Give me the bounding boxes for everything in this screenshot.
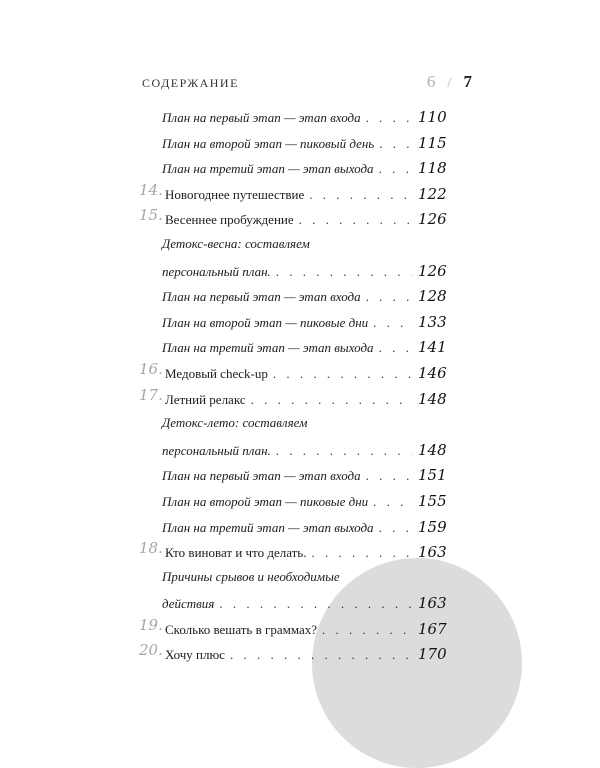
entry-title: План на второй этап — пиковые дни xyxy=(162,493,369,509)
page-number: 118 xyxy=(418,159,447,178)
entry-title: План на первый этап — этап входа xyxy=(162,110,361,125)
toc-subentry[interactable] xyxy=(0,513,600,539)
current-page-number: 6 xyxy=(426,72,436,91)
toc-line xyxy=(165,543,447,562)
page-number: 151 xyxy=(418,466,447,485)
toc-line xyxy=(162,108,447,126)
chapter-number: 17. xyxy=(139,385,163,404)
entry-title: Новогоднее путешествие xyxy=(165,186,305,202)
page-counter xyxy=(427,72,472,92)
dot-leader xyxy=(366,110,412,126)
page-number: 148 xyxy=(418,389,447,408)
chapter-number: 14. xyxy=(139,180,163,199)
page-number: 110 xyxy=(418,108,447,126)
entry-title: План на первый этап — этап входа xyxy=(162,289,361,305)
page-number: 133 xyxy=(418,312,447,331)
toc-chapter-entry[interactable] xyxy=(0,180,600,206)
dot-leader xyxy=(276,264,412,280)
entry-title: Медовый check-up xyxy=(165,365,268,381)
toc-subentry[interactable] xyxy=(0,410,600,436)
entry-title: Хочу плюс xyxy=(165,647,225,663)
dot-leader xyxy=(379,340,412,356)
dot-leader xyxy=(366,468,412,484)
entry-title: Сколько вешать в граммах? xyxy=(165,621,318,637)
dot-leader xyxy=(230,647,412,663)
chapter-number: 19. xyxy=(139,615,163,634)
dot-leader xyxy=(379,161,412,177)
dot-leader xyxy=(309,187,412,203)
chapter-number: 15. xyxy=(139,206,163,225)
page-number: 126 xyxy=(418,210,447,229)
page-number: 159 xyxy=(418,517,447,536)
toc-chapter-entry[interactable] xyxy=(0,538,600,564)
chapter-number: 20. xyxy=(139,641,163,660)
dot-leader xyxy=(251,392,412,408)
entry-title: План на третий этап — этап выхода xyxy=(162,340,374,356)
page-header xyxy=(142,72,472,96)
entry-title: План на третий этап — этап выхода xyxy=(162,161,374,177)
toc-line xyxy=(162,491,447,510)
toc-subentry[interactable] xyxy=(0,487,600,513)
entry-title: Кто виноват и что делать. xyxy=(165,545,307,561)
dot-leader xyxy=(276,443,412,459)
toc-line xyxy=(165,210,447,229)
toc-line xyxy=(165,389,447,408)
dot-leader xyxy=(312,545,413,561)
dot-leader xyxy=(299,212,412,228)
toc-chapter-entry[interactable] xyxy=(0,359,600,385)
toc-line xyxy=(162,569,444,585)
entry-title: План на второй этап — пиковые дни xyxy=(162,314,369,330)
toc-subentry[interactable] xyxy=(0,103,600,129)
toc-line xyxy=(162,287,447,306)
total-page-number: 7 xyxy=(463,72,472,91)
toc-line xyxy=(162,236,444,252)
page-number: 141 xyxy=(418,338,447,357)
page-number: 146 xyxy=(418,363,447,382)
dot-leader xyxy=(373,494,412,510)
entry-title: действия xyxy=(162,596,215,612)
toc-line xyxy=(162,159,447,178)
toc-line xyxy=(162,133,447,152)
page-number: 126 xyxy=(418,261,447,280)
toc-line xyxy=(162,338,447,357)
dot-leader xyxy=(366,289,412,305)
toc-line xyxy=(162,594,447,613)
toc-chapter-entry[interactable] xyxy=(0,640,600,666)
toc-line xyxy=(165,363,447,382)
toc-subentry[interactable] xyxy=(0,308,600,334)
toc-subentry[interactable] xyxy=(0,257,600,283)
toc-line xyxy=(165,619,447,638)
toc-subentry[interactable] xyxy=(0,589,600,615)
dot-leader xyxy=(219,596,412,612)
toc-line xyxy=(162,415,444,431)
toc-subentry[interactable] xyxy=(0,282,600,308)
dot-leader xyxy=(273,366,412,382)
toc-line xyxy=(162,440,447,459)
toc-line xyxy=(162,466,447,485)
toc-line xyxy=(162,312,447,331)
page-number: 148 xyxy=(418,440,447,459)
chapter-number: 16. xyxy=(139,359,163,378)
entry-title: Причины срывов и необходимые xyxy=(162,568,340,584)
page-number: 163 xyxy=(418,543,447,562)
dot-leader xyxy=(379,136,412,152)
chapter-number: 18. xyxy=(139,539,163,558)
page-number: 167 xyxy=(418,619,447,638)
entry-title: План на третий этап — этап выхода xyxy=(162,519,374,535)
dot-leader xyxy=(322,622,412,638)
toc-chapter-entry[interactable] xyxy=(0,385,600,411)
page-number: 122 xyxy=(418,184,447,203)
entry-title: Летний релакс xyxy=(165,391,246,407)
entry-title: персональный план. xyxy=(162,442,271,458)
table-of-contents xyxy=(0,103,600,666)
page-number: 128 xyxy=(418,287,447,306)
page-separator: / xyxy=(447,75,452,91)
dot-leader xyxy=(373,315,412,331)
entry-title: План на второй этап — пиковый день xyxy=(162,135,375,151)
toc-line xyxy=(165,184,447,203)
toc-subentry[interactable] xyxy=(0,231,600,257)
toc-subentry[interactable] xyxy=(0,129,600,155)
page-number: 163 xyxy=(418,594,447,613)
dot-leader xyxy=(379,520,412,536)
entry-title: Весеннее пробуждение xyxy=(165,212,294,228)
page-number: 170 xyxy=(418,645,447,664)
entry-title: Детокс-весна: составляем xyxy=(162,235,310,251)
toc-subentry[interactable] xyxy=(0,333,600,359)
entry-title: Детокс-лето: составляем xyxy=(162,415,308,431)
page-title: СОДЕРЖАНИЕ xyxy=(142,76,239,90)
toc-chapter-entry[interactable] xyxy=(0,615,600,641)
toc-subentry[interactable] xyxy=(0,564,600,590)
toc-subentry[interactable] xyxy=(0,154,600,180)
toc-subentry[interactable] xyxy=(0,461,600,487)
toc-line xyxy=(165,645,447,664)
entry-title: План на первый этап — этап входа xyxy=(162,468,361,484)
toc-chapter-entry[interactable] xyxy=(0,205,600,231)
toc-line xyxy=(162,517,447,536)
toc-subentry[interactable] xyxy=(0,436,600,462)
entry-title: персональный план. xyxy=(162,263,271,279)
toc-line xyxy=(162,261,447,280)
page-number: 155 xyxy=(418,491,447,510)
page-number: 115 xyxy=(418,133,447,152)
